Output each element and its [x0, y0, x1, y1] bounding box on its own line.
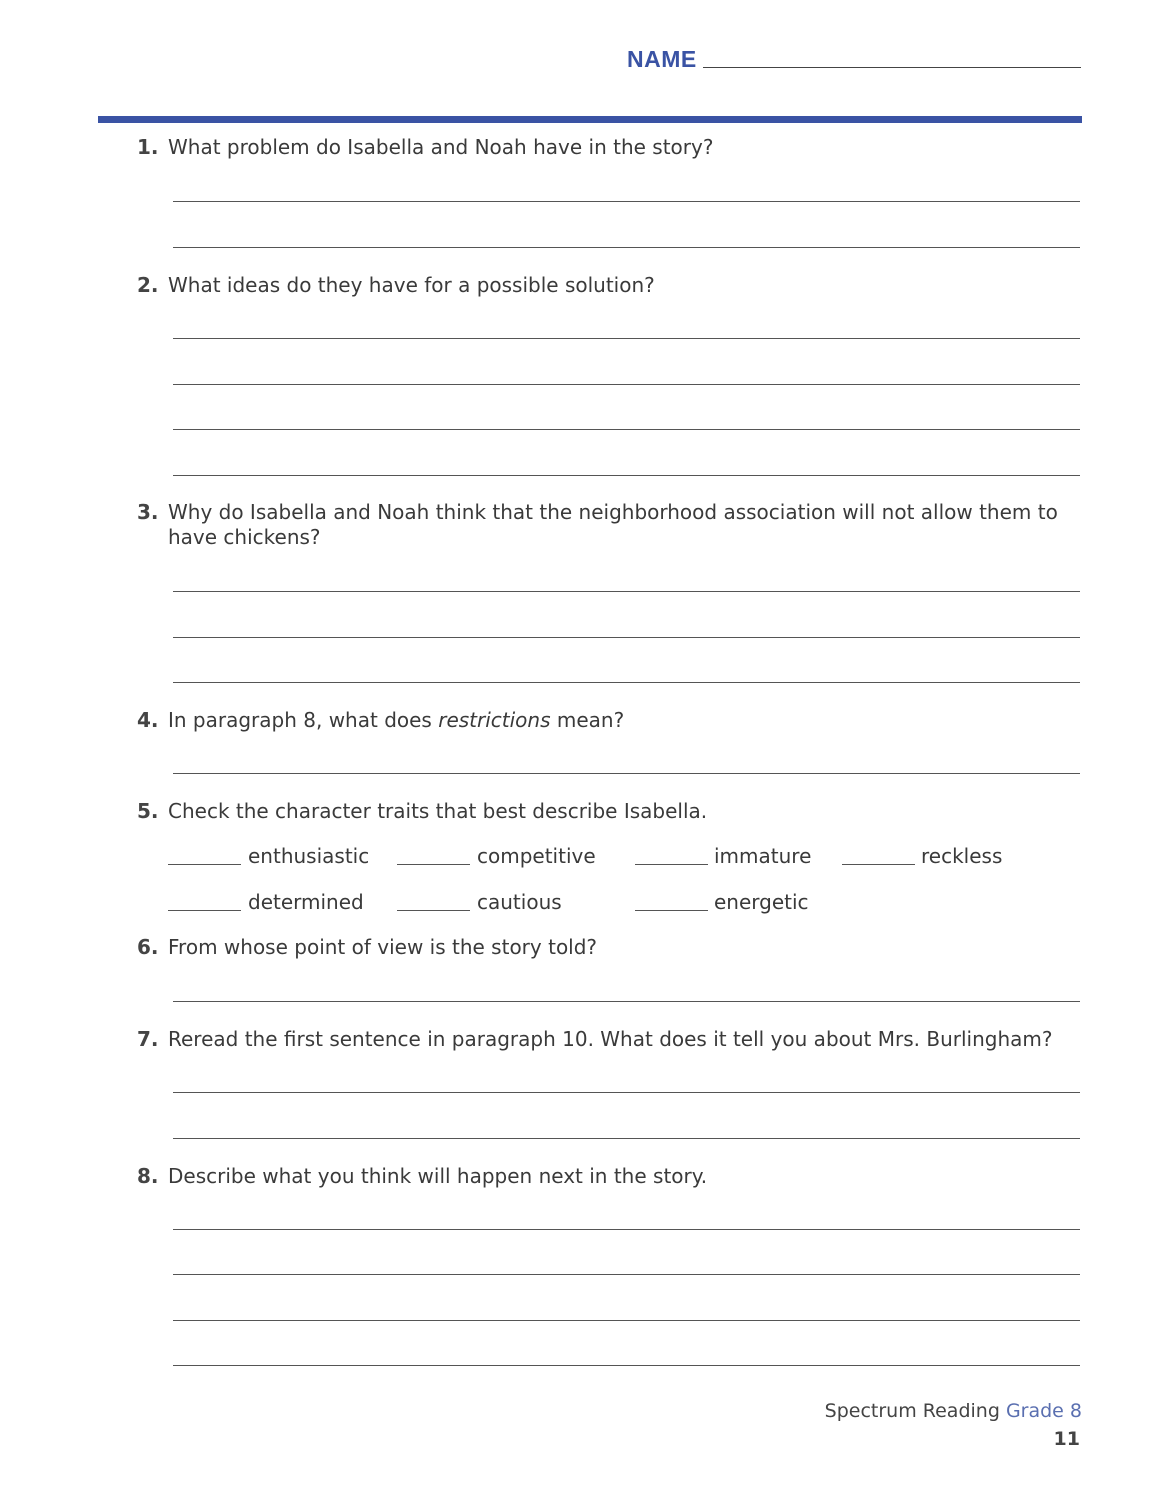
trait-cautious: cautious	[477, 890, 562, 914]
name-label: NAME	[627, 46, 697, 72]
question-number: 6.	[137, 935, 159, 959]
answer-line[interactable]	[173, 637, 1080, 638]
trait-blank-energetic[interactable]	[635, 910, 708, 911]
trait-enthusiastic: enthusiastic	[248, 844, 370, 868]
question-text: Why do Isabella and Noah think that the neighborhood association will not allow them to have chickens?	[168, 500, 1058, 549]
trait-blank-reckless[interactable]	[842, 864, 915, 865]
question-number: 5.	[137, 799, 159, 823]
trait-immature: immature	[714, 844, 812, 868]
trait-reckless: reckless	[921, 844, 1003, 868]
name-field-line[interactable]	[703, 67, 1081, 68]
answer-line[interactable]	[173, 1320, 1080, 1321]
question-text: What problem do Isabella and Noah have in the story?	[168, 135, 714, 159]
trait-blank-cautious[interactable]	[397, 910, 470, 911]
grade-label: Grade 8	[1005, 1400, 1082, 1422]
answer-line[interactable]	[173, 475, 1080, 476]
header-rule	[98, 116, 1082, 123]
question-number: 7.	[137, 1027, 159, 1051]
answer-line[interactable]	[173, 1001, 1080, 1002]
question-number: 3.	[137, 500, 159, 524]
question-text: Describe what you think will happen next in the story.	[168, 1164, 708, 1188]
answer-line[interactable]	[173, 682, 1080, 683]
question-text: In paragraph 8, what does restrictions mean?	[168, 708, 625, 732]
question-text: From whose point of view is the story told?	[168, 935, 598, 959]
answer-line[interactable]	[173, 429, 1080, 430]
answer-line[interactable]	[173, 1274, 1080, 1275]
question-text: Reread the first sentence in paragraph 10. What does it tell you about Mrs. Burlingham?	[168, 1027, 1053, 1051]
answer-line[interactable]	[173, 1138, 1080, 1139]
question-number: 4.	[137, 708, 159, 732]
trait-blank-determined[interactable]	[168, 910, 241, 911]
answer-line[interactable]	[173, 1365, 1080, 1366]
question-number: 2.	[137, 273, 159, 297]
trait-blank-enthusiastic[interactable]	[168, 864, 241, 865]
question-text: What ideas do they have for a possible solution?	[168, 273, 655, 297]
trait-determined: determined	[248, 890, 364, 914]
answer-line[interactable]	[173, 384, 1080, 385]
answer-line[interactable]	[173, 1092, 1080, 1093]
answer-line[interactable]	[173, 338, 1080, 339]
question-text: Check the character traits that best describe Isabella.	[168, 799, 708, 823]
trait-blank-competitive[interactable]	[397, 864, 470, 865]
question-number: 8.	[137, 1164, 159, 1188]
footer-series	[825, 1400, 1082, 1422]
series-name: Spectrum Reading	[824, 1400, 1000, 1422]
page-number: 11	[1053, 1428, 1080, 1450]
trait-competitive: competitive	[477, 844, 596, 868]
answer-line[interactable]	[173, 247, 1080, 248]
answer-line[interactable]	[173, 773, 1080, 774]
question-number: 1.	[137, 135, 159, 159]
trait-energetic: energetic	[714, 890, 809, 914]
vocab-word: restrictions	[438, 708, 551, 732]
trait-blank-immature[interactable]	[635, 864, 708, 865]
answer-line[interactable]	[173, 1229, 1080, 1230]
answer-line[interactable]	[173, 201, 1080, 202]
answer-line[interactable]	[173, 591, 1080, 592]
